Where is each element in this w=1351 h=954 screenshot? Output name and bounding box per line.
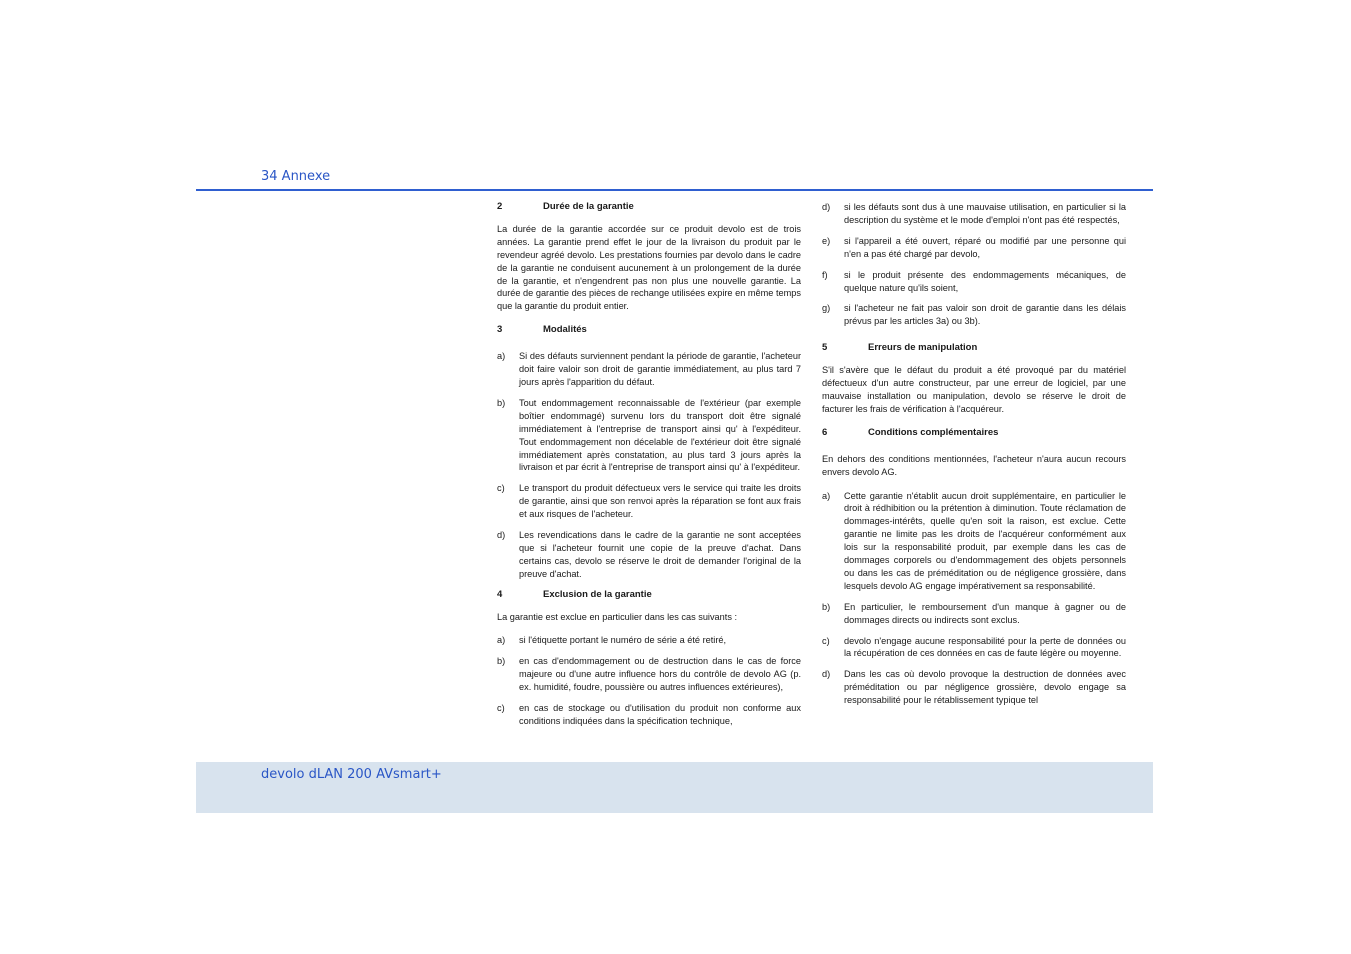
section-heading (497, 324, 801, 337)
list-item-label: f) (822, 269, 828, 280)
list-item-label: d) (822, 202, 831, 212)
list-item (822, 235, 1126, 261)
paragraph: S'il s'avère que le défaut du produit a été provoqué par du matériel défectueux d'un autre constructeur, par une erreur de logiciel, par une mauvaise installation ou manipulation, devolo se réserve le droit de facturer les frais de vérification à l'acquéreur. (822, 365, 1126, 414)
paragraph: En dehors des conditions mentionnées, l'acheteur n'aura aucun recours envers devolo AG. (822, 453, 1126, 477)
list-item (822, 201, 1126, 227)
section-heading (822, 427, 1126, 440)
list-item (822, 490, 1126, 593)
list-item (822, 302, 1126, 328)
list-item-text: Les revendications dans le cadre de la garantie ne sont acceptées que si l'acheteur fournit une copie de la preuve d'achat. Dans certains cas, devolo se réserve le droit de demander l'original de la preuve d'achat. (519, 530, 801, 579)
list-item-text: si l'appareil a été ouvert, réparé ou modifié par une personne qui n'en a pas été chargé par devolo, (844, 235, 1126, 259)
left-column (497, 201, 801, 736)
list-item (497, 655, 801, 694)
footer-product-title: devolo dLAN 200 AVsmart+ (261, 767, 442, 782)
list-item-text: devolo n'engage aucune responsabilité pour la perte de données ou la récupération de ces données en cas de faute légère ou moyenne. (844, 635, 1126, 659)
right-column (822, 201, 1126, 715)
section-title: Exclusion de la garantie (543, 588, 652, 600)
list-item (822, 668, 1126, 707)
list-item-text: si l'acheteur ne fait pas valoir son droit de garantie dans les délais prévus par les articles 3a) ou 3b). (844, 303, 1126, 327)
section-number: 2 (497, 201, 503, 212)
list-item-text: Dans les cas où devolo provoque la destruction de données avec préméditation ou par négligence grossière, devolo engage sa responsabilité pour le rétablissement typique tel (844, 669, 1126, 706)
section-number: 3 (497, 324, 503, 336)
list-item (822, 635, 1126, 661)
section-title: Durée de la garantie (543, 201, 634, 212)
list-item-text: Cette garantie n'établit aucun droit supplémentaire, en particulier le droit à rédhibition ou la prétention à diminution. Toute réclamation de dommages-intérêts, quelle qu'en soit la raison, est exclue. Cette garantie ne limite pas les droits de l'acquéreur conformément aux lois sur la responsabilité produit, par exemple dans les cas de dommages corporels ou d'endommagement des objets personnels ou dans les cas de préméditation ou de négligence grossière, dans lesquels devolo AG engage impérativement sa responsabilité. (844, 490, 1126, 591)
section-number: 4 (497, 588, 503, 600)
list-item (497, 482, 801, 521)
section-number: 6 (822, 426, 828, 438)
list-item-label: a) (497, 351, 506, 362)
list-item-label: d) (497, 530, 506, 541)
section-title: Modalités (543, 324, 587, 336)
section-heading (497, 201, 801, 214)
paragraph: La durée de la garantie accordée sur ce produit devolo est de trois années. La garantie prend effet le jour de la livraison du produit par le revendeur agréé devolo. Les prestations fournies par devolo dans le cadre de la garantie ne conduisent aucunement à un prolongement de la durée de la garantie, et n'engendrent pas non plus une nouvelle garantie. La durée de garantie des pièces de rechange utilisées expire en même temps que la garantie du produit entier. (497, 223, 801, 312)
footer-bar (196, 762, 1153, 813)
list-item-text: Le transport du produit défectueux vers le service qui traite les droits de garantie, ainsi que son renvoi après la réparation se font aux frais et aux risques de l'acheteur. (519, 483, 801, 520)
section-number: 5 (822, 342, 828, 354)
list-item (497, 529, 801, 581)
list-item (497, 702, 801, 728)
list-item-text: si le produit présente des endommagements mécaniques, de quelque nature qu'ils soient, (844, 269, 1126, 293)
list-item (497, 350, 801, 389)
header-rule (196, 189, 1153, 191)
list-item-text: Tout endommagement reconnaissable de l'extérieur (par exemple boîtier endommagé) survenu lors du transport doit être signalé immédiatement à l'entreprise de transport ainsi qu' à l'expéditeur. Tout endommagement non décelable de l'extérieur doit être signalé immédiatement après constatation, au plus tard 3 jours après la livraison et par écrit à l'entreprise de transport ainsi qu' à l'expéditeur. (519, 397, 801, 473)
list-item (822, 601, 1126, 627)
list-item (497, 634, 801, 647)
list-item-text: si les défauts sont dus à une mauvaise utilisation, en particulier si la description du système et le mode d'emploi n'ont pas été respectés, (844, 202, 1126, 225)
list-item-label: a) (822, 490, 831, 501)
list-item-text: en cas de stockage ou d'utilisation du produit non conforme aux conditions indiquées dans la spécification technique, (519, 703, 801, 726)
list-item-label: c) (497, 483, 505, 494)
list-item-label: c) (497, 703, 505, 714)
list-item-text: Si des défauts surviennent pendant la période de garantie, l'acheteur doit faire valoir son droit de garantie immédiatement, au plus tard 7 jours après l'apparition du défaut. (519, 351, 801, 387)
list-item-text: si l'étiquette portant le numéro de série a été retiré, (519, 635, 727, 646)
section-heading (497, 589, 801, 602)
list-item-label: b) (822, 601, 831, 612)
list-item-label: g) (822, 303, 831, 314)
list-item-label: b) (497, 656, 506, 667)
section-title: Conditions complémentaires (868, 426, 999, 438)
list-item-label: d) (822, 669, 831, 680)
section-title: Erreurs de manipulation (868, 342, 978, 354)
section-heading (822, 342, 1126, 355)
list-item (497, 397, 801, 474)
list-item (822, 269, 1126, 295)
list-item-label: c) (822, 635, 830, 646)
list-item-label: e) (822, 235, 831, 246)
list-item-text: en cas d'endommagement ou de destruction dans le cas de force majeure ou d'une autre influence hors du contrôle de devolo AG (p. ex. humidité, foudre, poussière ou autres influences extérieures), (519, 656, 801, 693)
list-item-label: a) (497, 635, 506, 646)
list-item-text: En particulier, le remboursement d'un manque à gagner ou de dommages directs ou indirects sont exclus. (844, 601, 1126, 625)
page-header-title: 34 Annexe (261, 169, 331, 184)
paragraph: La garantie est exclue en particulier dans les cas suivants : (497, 611, 738, 622)
list-item-label: b) (497, 397, 506, 408)
